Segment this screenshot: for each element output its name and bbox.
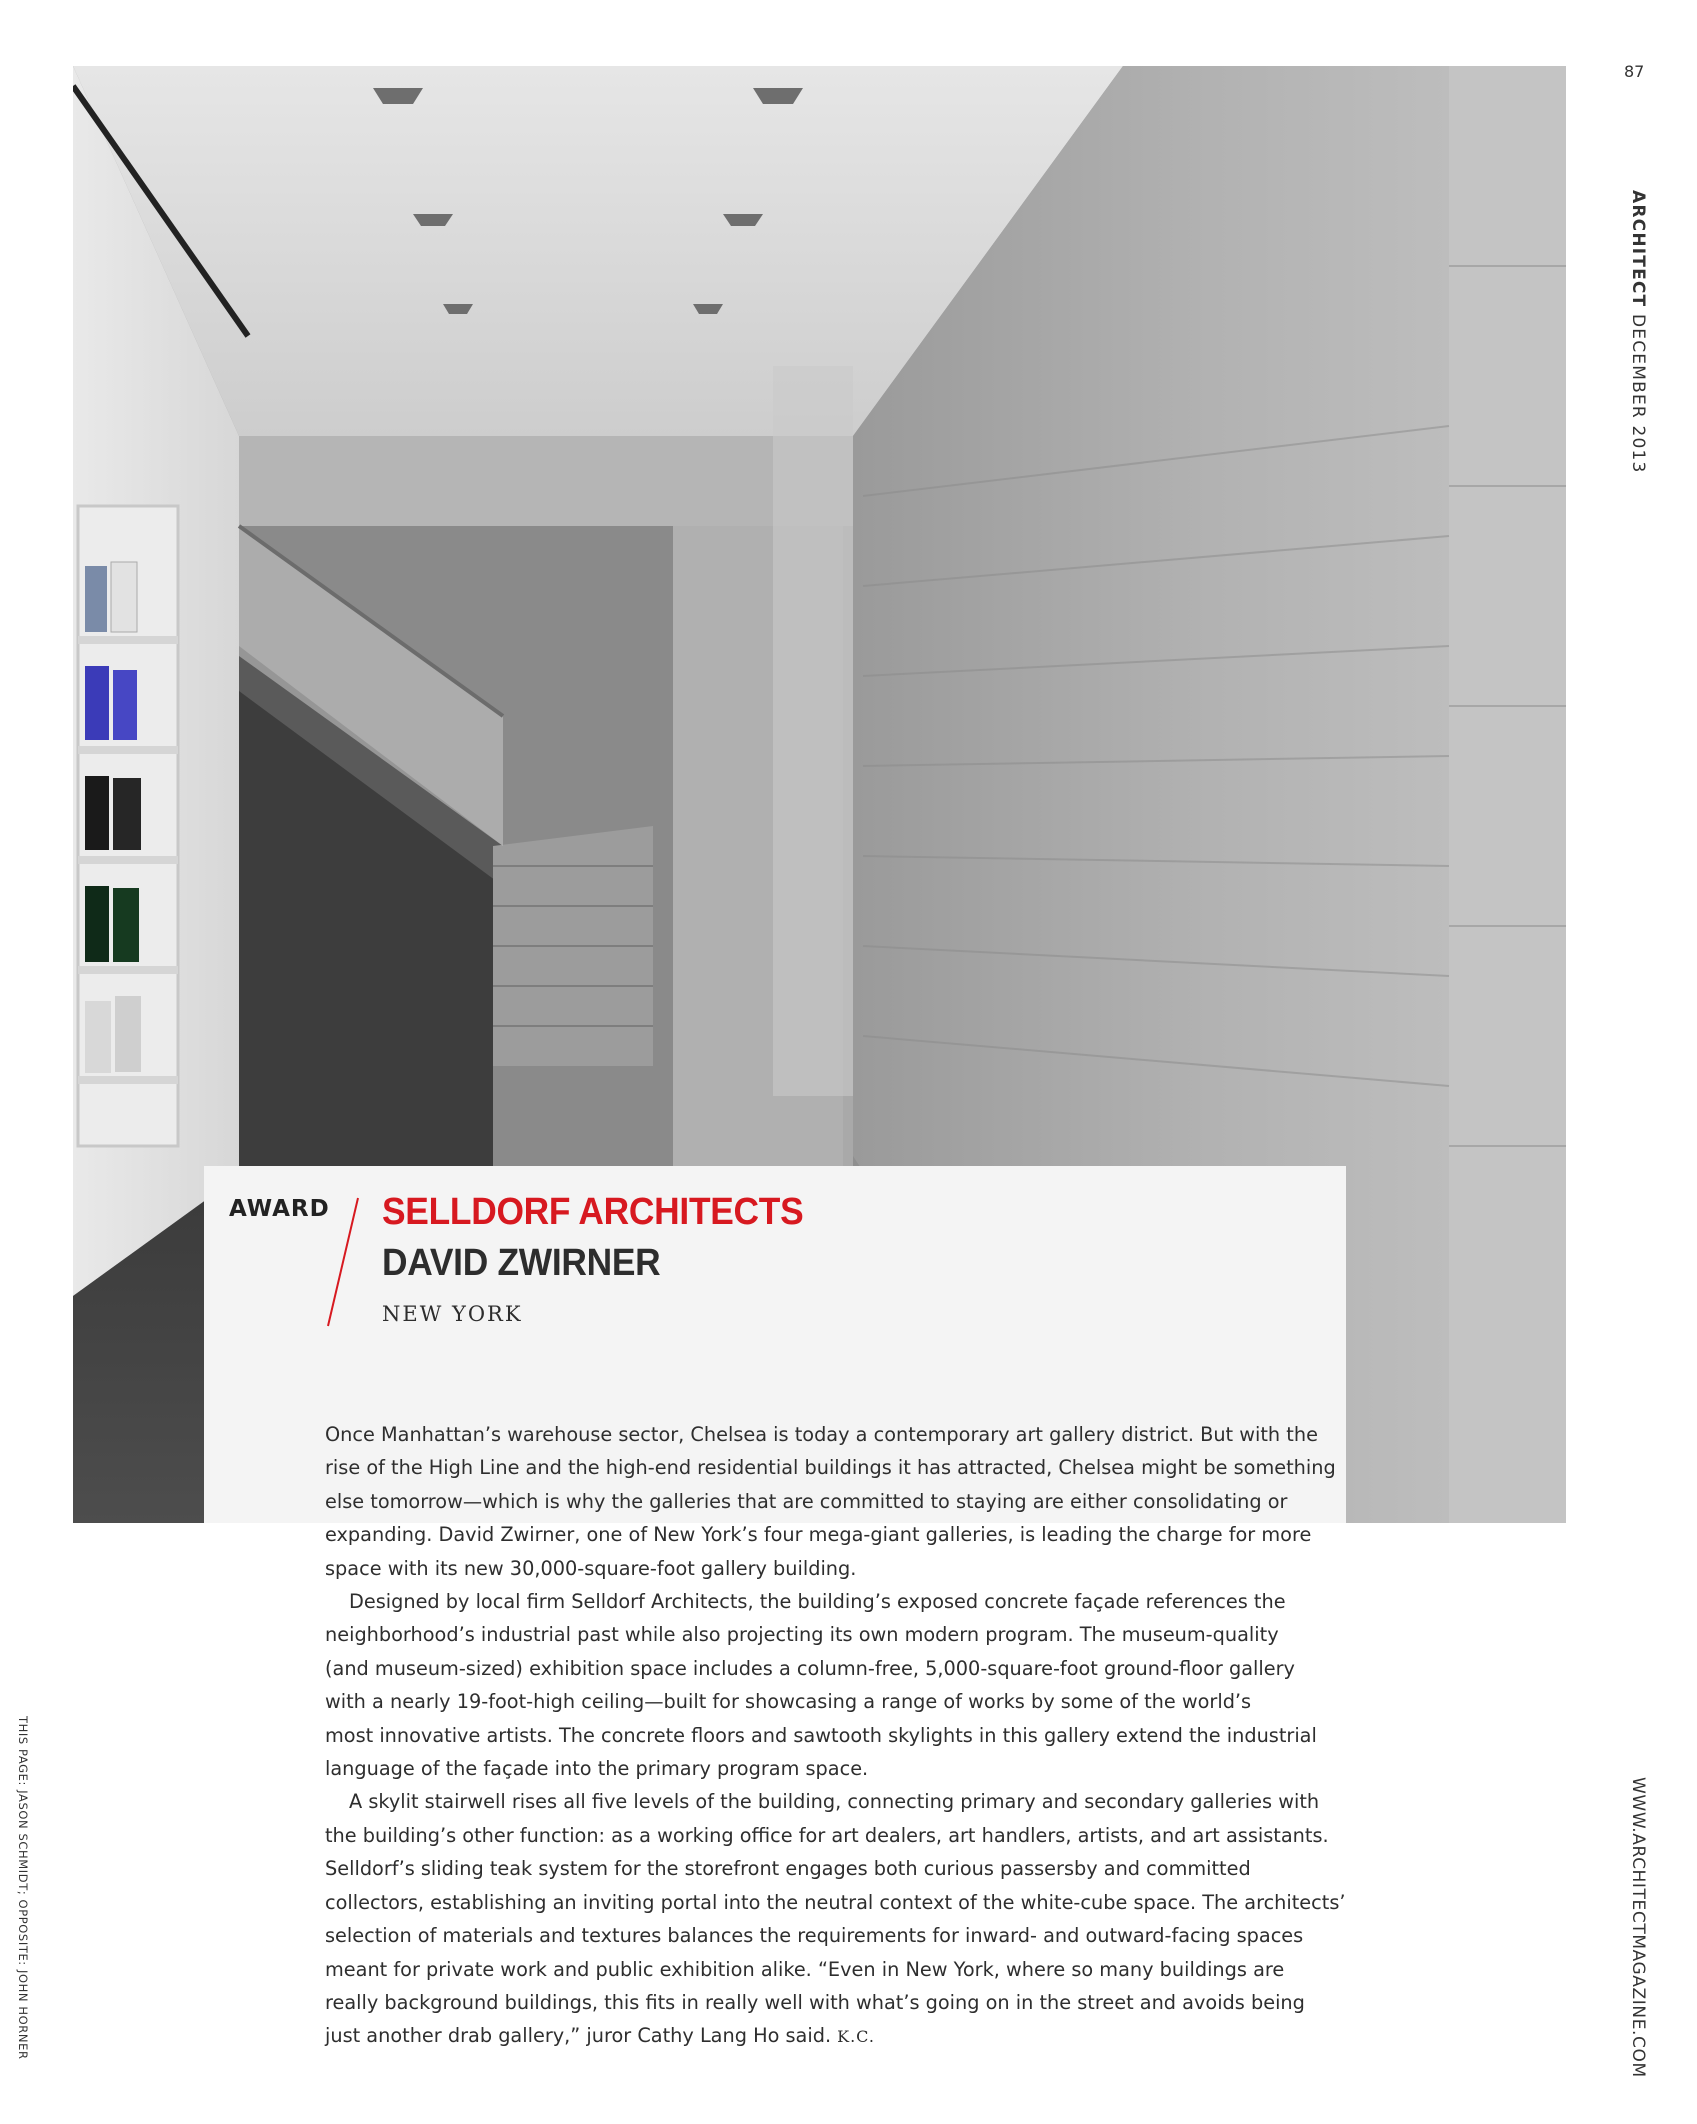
body-line-last (325, 2019, 1327, 2053)
body-line: Designed by local firm Selldorf Architects, the building’s exposed concrete façade references the (349, 1590, 1286, 1614)
section-tag: AWARD (229, 1196, 330, 1222)
project-name: DAVID ZWIRNER (382, 1242, 661, 1284)
body-line: selection of materials and textures balances the requirements for inward- and outward-facing spaces (325, 1924, 1304, 1948)
page-number: 87 (1624, 62, 1645, 81)
body-line-text: just another drab gallery,” juror Cathy Lang Ho said. (325, 2024, 832, 2048)
issue-date: DECEMBER 2013 (1628, 313, 1648, 474)
article-body (325, 1418, 1346, 2054)
website-url[interactable]: WWW.ARCHITECTMAGAZINE.COM (1628, 1777, 1648, 2078)
running-head (1628, 190, 1648, 474)
body-line: expanding. David Zwirner, one of New York’s four mega-giant galleries, is leading the charge for more (325, 1523, 1312, 1547)
body-line: collectors, establishing an inviting portal into the neutral context of the white-cube space. The architects’ (325, 1890, 1346, 1914)
body-line: (and museum-sized) exhibition space includes a column-free, 5,000-square-foot ground-floor gallery (325, 1656, 1295, 1680)
body-line: language of the façade into the primary program space. (325, 1757, 869, 1781)
body-line: space with its new 30,000-square-foot gallery building. (325, 1556, 857, 1580)
body-line: with a nearly 19-foot-high ceiling—built for showcasing a range of works by some of the world’s (325, 1690, 1252, 1714)
body-line: rise of the High Line and the high-end residential buildings it has attracted, Chelsea might be something (325, 1456, 1336, 1480)
body-line: neighborhood’s industrial past while also projecting its own modern program. The museum-quality (325, 1623, 1279, 1647)
body-line: really background buildings, this fits in really well with what’s going on in the street and avoids being (325, 1990, 1305, 2014)
body-line: Selldorf’s sliding teak system for the storefront engages both curious passersby and committed (325, 1857, 1251, 1881)
body-line: most innovative artists. The concrete floors and sawtooth skylights in this gallery extend the industrial (325, 1723, 1317, 1747)
body-line: the building’s other function: as a working office for art dealers, art handlers, artists, and art assistants. (325, 1823, 1329, 1847)
accent-slash (324, 1196, 364, 1328)
firm-name: SELLDORF ARCHITECTS (382, 1191, 804, 1233)
photo-credit: THIS PAGE: JASON SCHMIDT; OPPOSITE: JOHN HORNER (16, 1716, 30, 2060)
body-line: else tomorrow—which is why the galleries that are committed to staying are either consolidating or (325, 1489, 1288, 1513)
magazine-name: ARCHITECT (1628, 190, 1648, 308)
body-line: A skylit stairwell rises all five levels of the building, connecting primary and secondary galleries with (349, 1790, 1320, 1814)
body-line: meant for private work and public exhibition alike. “Even in New York, where so many buildings are (325, 1957, 1285, 1981)
body-line: Once Manhattan’s warehouse sector, Chelsea is today a contemporary art gallery district. But with the (325, 1423, 1318, 1446)
project-location: NEW YORK (382, 1302, 523, 1326)
author-initials: K.C. (837, 2027, 875, 2047)
